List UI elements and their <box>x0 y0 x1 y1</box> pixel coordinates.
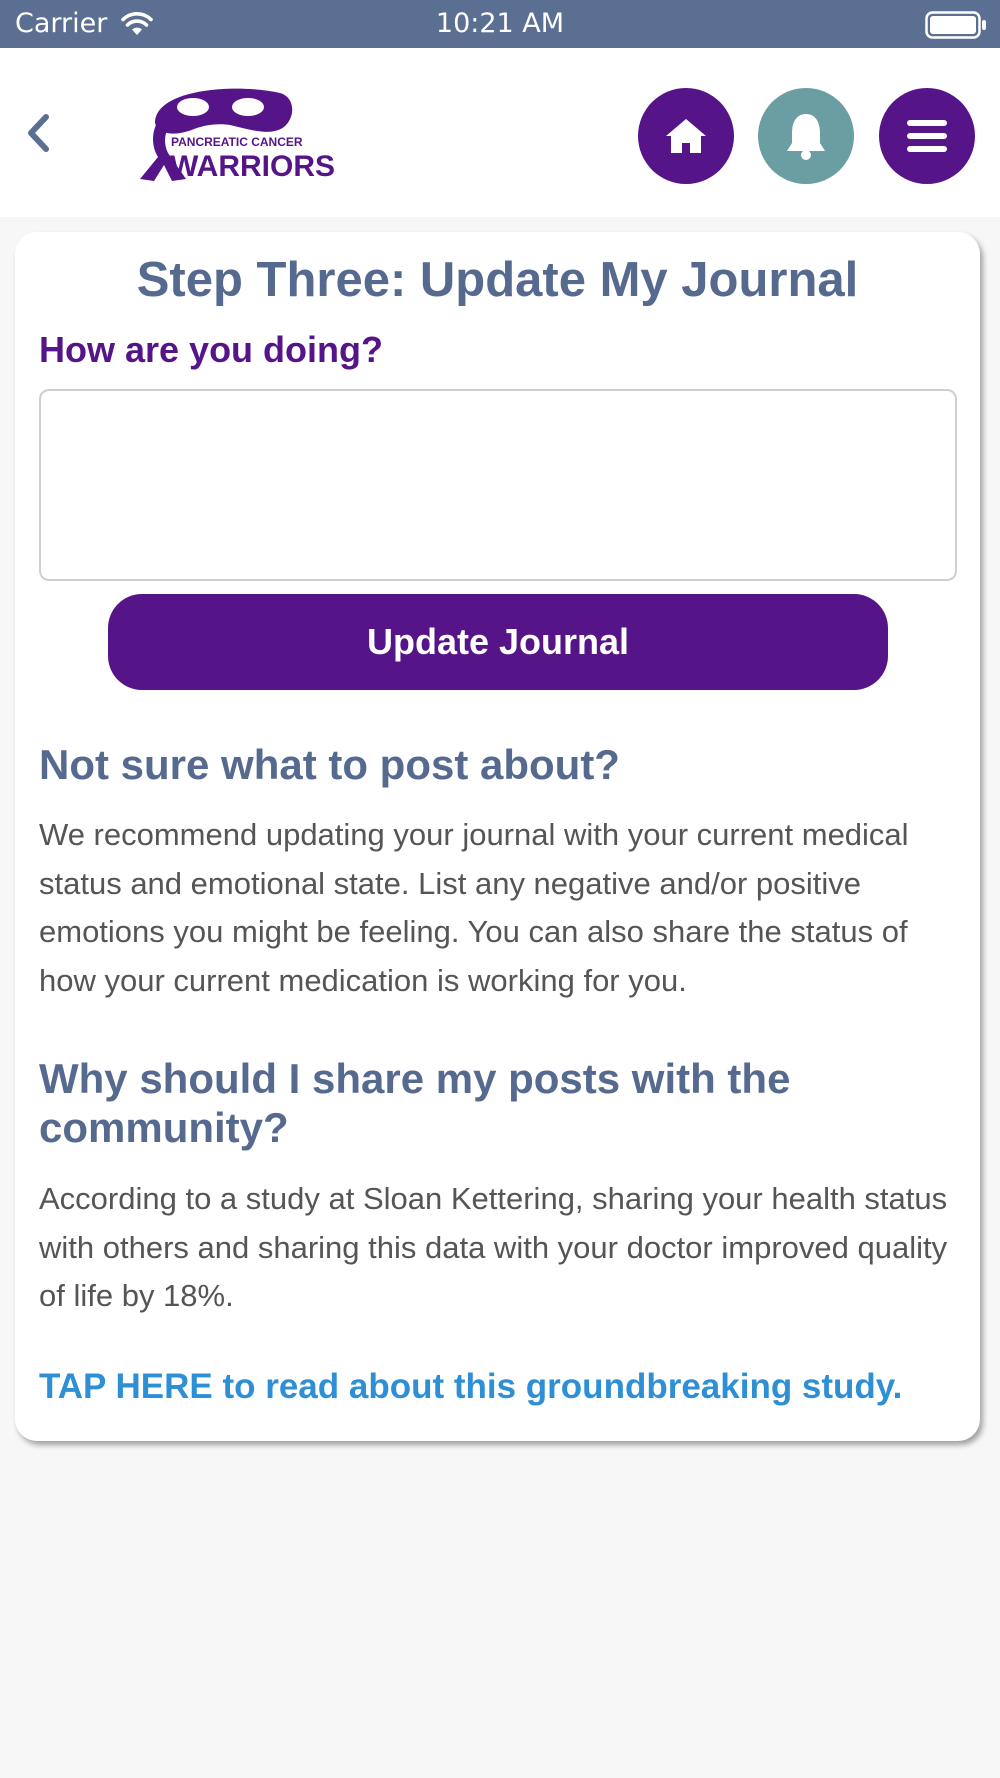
logo-text-bottom: WARRIORS <box>170 150 335 183</box>
journal-input[interactable] <box>39 389 957 581</box>
study-link[interactable]: TAP HERE to read about this groundbreaking study. <box>39 1367 903 1406</box>
battery-icon <box>925 11 987 39</box>
chevron-left-icon[interactable] <box>22 112 56 154</box>
status-time: 10:21 AM <box>435 8 565 39</box>
logo-text-top: PANCREATIC CANCER <box>171 135 303 149</box>
home-button[interactable] <box>638 88 734 184</box>
update-journal-button[interactable]: Update Journal <box>108 594 888 690</box>
hamburger-menu-icon <box>905 118 949 154</box>
section-body-share: According to a study at Sloan Kettering, sharing your health status with others and sharing this data with your doctor improved quality of life by 18%. <box>39 1181 948 1313</box>
menu-button[interactable] <box>879 88 975 184</box>
bell-icon <box>784 111 828 161</box>
journal-prompt-label: How are you doing? <box>39 329 384 370</box>
page-title: Step Three: Update My Journal <box>136 253 859 307</box>
notifications-button[interactable] <box>758 88 854 184</box>
section-heading-post-ideas: Not sure what to post about? <box>39 741 620 788</box>
section-body-post-ideas: We recommend updating your journal with your current medical status and emotional state. List any negative and/or positive emotions you might be feeling. You can also share the status of how your current medication is working for you. <box>39 817 909 998</box>
home-icon <box>664 116 708 156</box>
section-heading-share: Why should I share my posts with the community? <box>39 1055 791 1151</box>
status-bar <box>0 0 1000 48</box>
logo <box>100 83 335 183</box>
journal-card <box>15 232 980 1441</box>
carrier-label: Carrier <box>15 8 108 39</box>
app-header <box>0 48 1000 217</box>
